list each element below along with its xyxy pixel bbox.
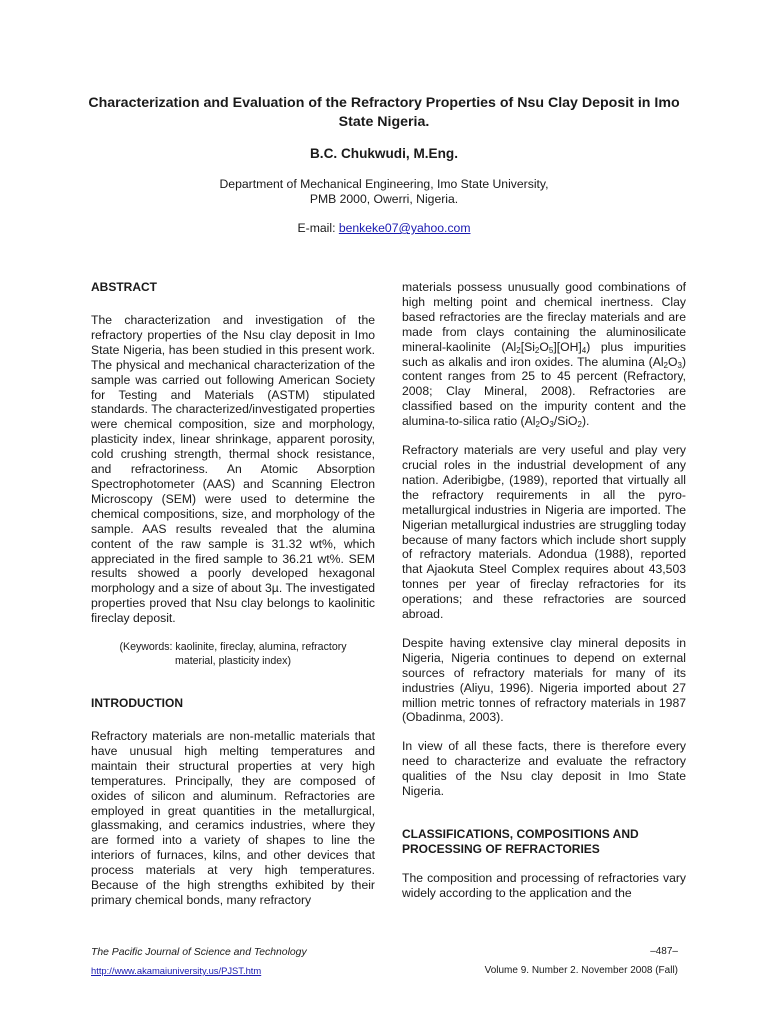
paper-title: Characterization and Evaluation of the Refractory Properties of Nsu Clay Deposit in Imo State Nigeria. [88, 95, 680, 130]
email-link[interactable]: benkeke07@yahoo.com [338, 221, 471, 235]
abstract-heading: ABSTRACT [91, 280, 157, 294]
objective-paragraph: In view of all these facts, there is therefore every need to characterize and evaluate the refractory qualities of the Nsu clay deposit in Imo State Nigeria. [402, 739, 686, 799]
introduction-text: Refractory materials are non-metallic materials that have unusual high melting temperatures and maintain their structural properties at very high temperatures. Principally, they are composed of oxides of silicon and aluminum. Refractories are employed in great quantities in the metallurgical, glassmaking, and ceramics industries, where they are formed into a variety of shapes to line the interiors of furnaces, kilns, and other devices that process materials at very high temperatures. Because of the high strengths exhibited by their primary chemical bonds, many refractory [91, 729, 375, 907]
keywords: (Keywords: kaolinite, fireclay, alumina, refractory material, plasticity index) [119, 641, 347, 668]
email-label: E-mail: [297, 221, 339, 235]
page-number: –487– [650, 946, 678, 957]
author-affiliation [80, 177, 688, 207]
nigeria-import-paragraph: Despite having extensive clay mineral deposits in Nigeria, Nigeria continues to depend on external sources of refractory materials for many of its industries (Aliyu, 1996). Nigeria imported about 27 million metric tonnes of refractory materials in 1987 (Obadinma, 2003). [402, 635, 686, 725]
journal-url-link[interactable]: http://www.akamaiuniversity.us/PJST.htm [91, 965, 262, 976]
left-column [91, 280, 375, 908]
composition-paragraph: The composition and processing of refractories vary widely according to the application and the [402, 871, 686, 900]
right-column [402, 280, 686, 901]
author-email [80, 221, 688, 235]
volume-info: Volume 9. Number 2. November 2008 (Fall) [484, 965, 678, 976]
affiliation-line-2: PMB 2000, Owerri, Nigeria. [309, 192, 459, 206]
journal-name: The Pacific Journal of Science and Technology [91, 947, 307, 958]
classifications-heading: CLASSIFICATIONS, COMPOSITIONS AND PROCESSING OF REFRACTORIES [402, 827, 639, 856]
author-name: B.C. Chukwudi, M.Eng. [309, 146, 458, 161]
introduction-heading: INTRODUCTION [91, 696, 183, 711]
refractory-importance-paragraph: Refractory materials are very useful and play very crucial roles in the industrial development of any nation. Aderibigbe, (1989), reported that virtually all the refractory requirements in all the pyro-metallurgical industries in Nigeria are imported. The Nigerian metallurgical industries are struggling today because of many factors which include short supply of refractory materials. Adondua (1988), reported that Ajaokuta Steel Complex requires about 43,503 tonnes per year of fireclay refractories for its operations; and these refractories are sourced abroad. [402, 443, 686, 622]
abstract-text: The characterization and investigation of the refractory properties of the Nsu clay deposit in Imo State Nigeria, has been studied in this present work. The physical and mechanical characterization of the sample was carried out following American Society for Testing and Materials (ASTM) stipulated standards. The characterized/investigated properties were chemical composition, size and morphology, plasticity index, linear shrinkage, apparent porosity, cold crushing strength, thermal shock resistance, and refractoriness. An Atomic Absorption Spectrophotometer (AAS) and Scanning Electron Microscopy (SEM) were used to determine the chemical compositions, size, and morphology of the sample. AAS results revealed that the alumina content of the raw sample is 31.32 wt%, which appreciated in the fired sample to 36.21 wt%. SEM results showed a poorly developed hexagonal morphology and a size of about 3µ. The investigated properties proved that Nsu clay belongs to kaolinitic fireclay deposit. [91, 313, 375, 626]
affiliation-line-1: Department of Mechanical Engineering, Imo State University, [219, 177, 549, 191]
kaolinite-paragraph: materials possess unusually good combinations of high melting point and chemical inertness. Clay based refractories are the fireclay materials and are made from clays containing the aluminosilicate mineral-kaolinite $(Al_2[Si_2O_5][OH]_4)$ plus impurities such as alkalis and iron oxides. The alumina $(Al_2O_3)$ content ranges from 25 to 45 percent (Refractory, 2008; Clay Mineral, 2008). Refractories are classified based on the impurity content and the alumina-to-silica ratio $(Al_2O_3/SiO_2)$. [402, 280, 686, 430]
